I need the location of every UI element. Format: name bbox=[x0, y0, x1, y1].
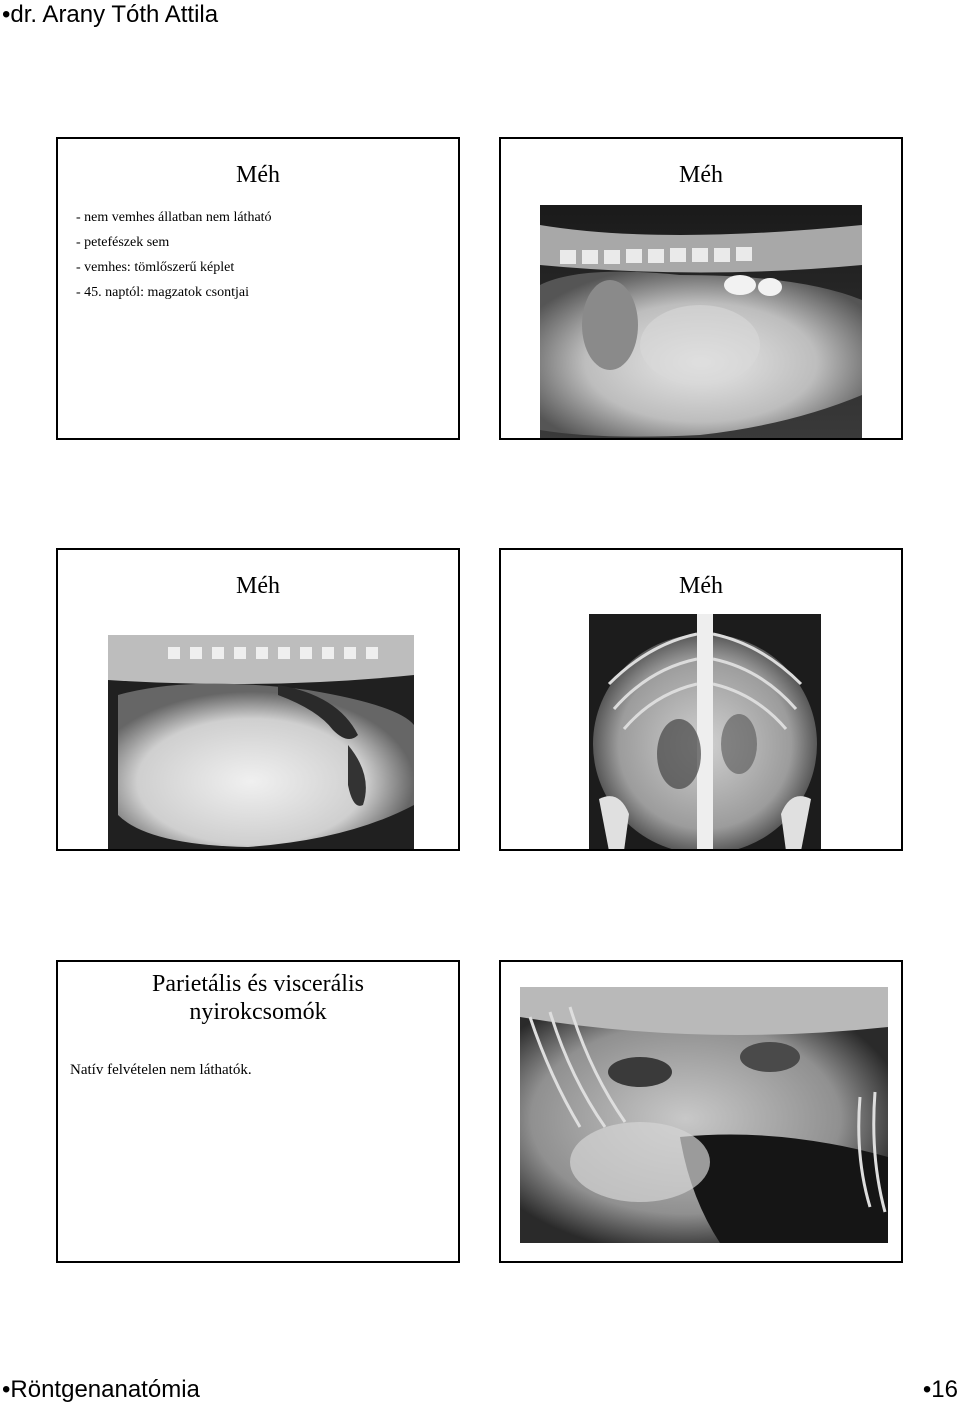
lateral-abdominal-radiograph-icon bbox=[540, 205, 862, 440]
slide-uterus-ventrodorsal bbox=[499, 548, 903, 851]
slide-uterus-pregnant bbox=[56, 548, 460, 851]
slide-title: Méh bbox=[236, 573, 280, 599]
slide-title: Méh bbox=[679, 573, 723, 599]
page-number: •16 bbox=[922, 1376, 958, 1403]
slide-title bbox=[58, 970, 458, 1026]
bullet-item: - vemhes: tömlőszerű képlet bbox=[76, 260, 235, 275]
slide-uterus-lateral bbox=[499, 137, 903, 440]
slide-uterus-text bbox=[56, 137, 460, 440]
bullet-item: - nem vemhes állatban nem látható bbox=[76, 210, 272, 225]
lateral-abdominal-lymph-node-radiograph-icon bbox=[520, 987, 888, 1243]
slide-note: Natív felvételen nem láthatók. bbox=[70, 1062, 252, 1078]
ventrodorsal-abdominal-radiograph-icon bbox=[589, 614, 821, 851]
slide-title-line: Parietális és viscerális bbox=[152, 971, 364, 997]
slide-title: Méh bbox=[236, 162, 280, 188]
bullet-item: - 45. naptól: magzatok csontjai bbox=[76, 285, 250, 300]
document-header: •dr. Arany Tóth Attila bbox=[2, 1, 219, 28]
lateral-pregnant-uterus-radiograph-icon bbox=[108, 635, 414, 851]
slide-lymph-nodes-text bbox=[56, 960, 460, 1263]
slide-lymph-nodes-image bbox=[499, 960, 903, 1263]
slide-title: Méh bbox=[679, 162, 723, 188]
document-footer-title: •Röntgenanatómia bbox=[2, 1376, 200, 1403]
slide-title-line: nyirokcsomók bbox=[189, 999, 327, 1025]
bullet-item: - petefészek sem bbox=[76, 235, 170, 250]
bullet-list bbox=[76, 205, 272, 305]
